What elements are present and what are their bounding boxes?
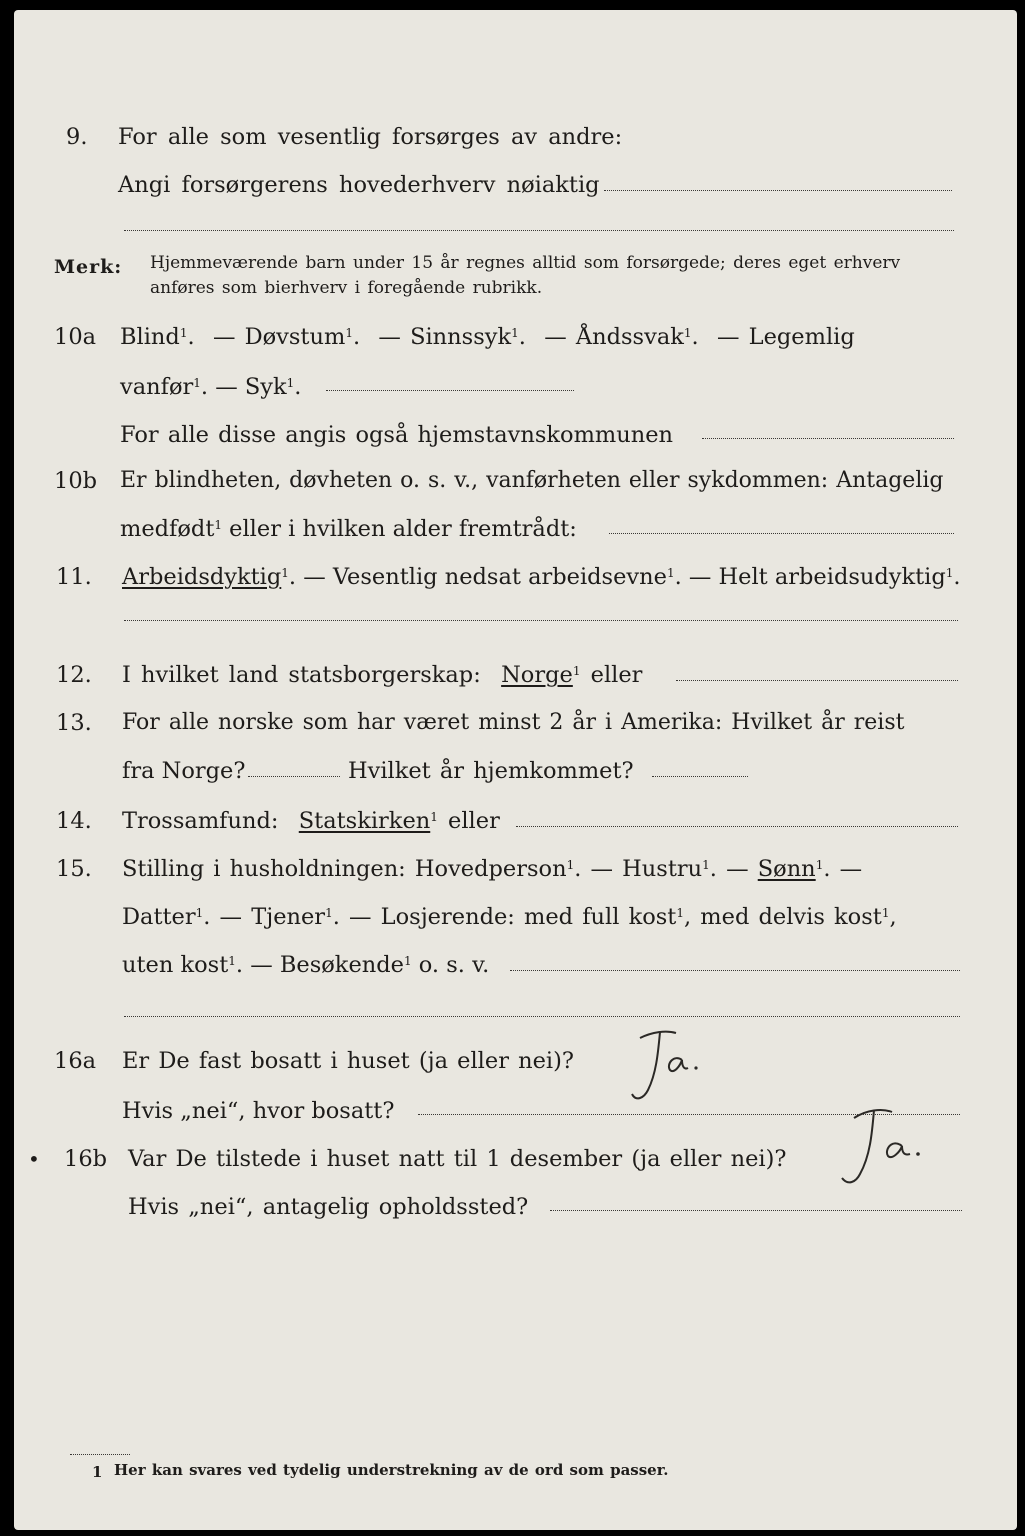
- q15-sup: 1: [228, 954, 236, 968]
- q10a-syk: — Syk: [215, 374, 287, 400]
- q15-tjener: . — Tjener: [203, 904, 326, 930]
- q10a-answer-line: [326, 390, 574, 391]
- merk-line2: anføres som bierhverv i foregående rubrikk.: [150, 278, 543, 298]
- q14-sup: 1: [430, 810, 438, 824]
- q10b-sup: 1: [214, 518, 223, 532]
- q10a-sup: 1: [683, 326, 692, 340]
- q9-answer-line-2: [124, 230, 954, 231]
- footnote-rule: [70, 1454, 130, 1455]
- q12-eller: eller: [590, 662, 643, 688]
- q11-arbeidsdyktig: Arbeidsdyktig: [122, 564, 282, 590]
- q16b-line2: Hvis „nei“, antagelig opholdssted?: [128, 1194, 529, 1220]
- q15-dash: . —: [823, 856, 863, 882]
- q15-sup: 1: [702, 858, 710, 872]
- q10a-vanfor: vanfør: [120, 374, 194, 400]
- q9-line1: For alle som vesentlig forsørges av andre:: [118, 124, 623, 150]
- q15-besokende: . — Besøkende: [235, 952, 404, 978]
- q12-lead: I hvilket land statsborgerskap:: [122, 662, 481, 688]
- q14-eller: eller: [448, 808, 500, 834]
- q16b-opholdssted-line: [550, 1210, 962, 1211]
- q10b-line1: Er blindheten, døvheten o. s. v., vanførheten eller sykdommen: Antagelig: [120, 468, 944, 493]
- merk-line1: Hjemmeværende barn under 15 år regnes alltid som forsørgede; deres eget erhverv: [150, 253, 901, 273]
- q15-line1: [122, 854, 862, 884]
- q10a-line3: For alle disse angis også hjemstavnskommunen: [120, 422, 674, 448]
- q13-number: 13.: [56, 710, 92, 736]
- ja-handwriting: [618, 1024, 708, 1114]
- q15-sup: 1: [325, 906, 333, 920]
- q11-sup: 1: [945, 566, 954, 580]
- q15-line2: Datter$^1$. — Tjener$^1$. — Losjerende: med full kost$^1$, med delvis kost$^1$,: [122, 904, 897, 930]
- q10a-sinnssyk: — Sinnssyk: [378, 324, 512, 350]
- q16b-number: 16b: [64, 1146, 108, 1172]
- q12-norge: Norge: [501, 662, 573, 688]
- q10a-legemlig: — Legemlig: [716, 324, 855, 350]
- q10a-dovstum: — Døvstum: [212, 324, 346, 350]
- q15-hustru: . — Hustru: [574, 856, 703, 882]
- q10b-line2-rest: eller i hvilken alder fremtrådt:: [229, 516, 577, 542]
- q14-lead: Trossamfund:: [122, 808, 279, 834]
- q14-number: 14.: [56, 808, 92, 834]
- q15-uten: uten kost: [122, 952, 229, 978]
- q15-sup: 1: [566, 858, 575, 872]
- q10a-andssvak: — Åndssvak: [544, 324, 684, 350]
- q11-nedsat: . — Vesentlig nedsat arbeidsevne: [288, 564, 667, 590]
- q11-answer-line: [124, 620, 958, 621]
- q13-hjemkommet-line: [652, 776, 748, 777]
- q16a-line1: Er De fast bosatt i huset (ja eller nei)?: [122, 1048, 574, 1074]
- q15-number: 15.: [56, 856, 92, 882]
- q9-number: 9.: [66, 124, 88, 150]
- q10b-number: 10b: [54, 468, 98, 494]
- q10a-line1: Blind$^1$. — Døvstum$^1$. — Sinnssyk$^1$. — Åndssvak$^1$. — Legemlig: [120, 324, 855, 350]
- q15-sup: 1: [195, 906, 204, 920]
- q12-answer-line: [676, 680, 958, 681]
- q13-line2a: fra Norge?: [122, 758, 246, 784]
- q13-line2b: Hvilket år hjemkommet?: [348, 758, 634, 784]
- q12-sup: 1: [572, 664, 581, 678]
- footnote-text: Her kan svares ved tydelig understrekning av de ord som passer.: [114, 1461, 669, 1479]
- q10a-sup: 1: [286, 376, 295, 390]
- q11-udyktig: . — Helt arbeidsudyktig: [674, 564, 946, 590]
- q15-delvis: , med delvis kost: [684, 904, 882, 930]
- q14-statskirken: Statskirken: [298, 808, 431, 834]
- q11-sup: 1: [281, 566, 289, 580]
- q15-losjerende: . — Losjerende: med full kost: [332, 904, 677, 930]
- q10a-number: 10a: [54, 324, 97, 350]
- q10a-blind: Blind: [120, 324, 180, 350]
- q15-line3: [122, 950, 489, 980]
- q13-line1: For alle norske som har været minst 2 år i Amerika: Hvilket år reist: [122, 710, 905, 735]
- q14-line: [122, 806, 500, 836]
- footnote-mark: 1: [92, 1463, 103, 1481]
- q12-line: [122, 660, 642, 690]
- q15-datter: Datter: [122, 904, 196, 930]
- q16a-handwritten-answer: [618, 1024, 708, 1114]
- q15-sup: 1: [676, 906, 684, 920]
- q9-line2: Angi forsørgerens hovederhverv nøiaktig: [118, 172, 600, 198]
- q15-answer-line-2: [124, 1016, 960, 1017]
- q12-number: 12.: [56, 662, 92, 688]
- q10a-sup: 1: [193, 376, 201, 390]
- q16b-bullet: •: [28, 1147, 40, 1171]
- q15-stilling: Stilling i husholdningen: Hovedperson: [122, 856, 567, 882]
- q16b-line1: Var De tilstede i huset natt til 1 desember (ja eller nei)?: [128, 1146, 787, 1172]
- q10a-hjemstavn-line: [702, 438, 954, 439]
- census-form-page: [14, 10, 1017, 1530]
- q15-sup: 1: [881, 906, 890, 920]
- q15-sup: 1: [815, 858, 824, 872]
- q10a-line2: vanfør$^1$. — Syk$^1$.: [120, 374, 302, 400]
- q15-answer-line: [510, 970, 960, 971]
- q11-line: Arbeidsdyktig$^1$. — Vesentlig nedsat arbeidsevne$^1$. — Helt arbeidsudyktig$^1$.: [122, 564, 961, 590]
- q15-sonn: Sønn: [757, 856, 816, 882]
- q10a-sup: 1: [511, 326, 519, 340]
- q14-answer-line: [516, 826, 958, 827]
- q15-osv: o. s. v.: [418, 952, 490, 978]
- q16a-number: 16a: [54, 1048, 97, 1074]
- q11-number: 11.: [56, 564, 92, 590]
- q15-sep: . —: [709, 856, 749, 882]
- q16b-handwritten-answer: [826, 1104, 936, 1204]
- q10b-answer-line: [609, 533, 954, 534]
- ja-handwriting: [826, 1104, 936, 1204]
- q9-answer-line: [604, 190, 952, 191]
- merk-label: Merk:: [54, 256, 123, 278]
- q11-sup: 1: [666, 566, 675, 580]
- q10b-medfodt: medfødt: [120, 516, 215, 542]
- q10a-sup: 1: [179, 326, 188, 340]
- q10b-line2: [120, 514, 577, 544]
- q10a-sup: 1: [345, 326, 353, 340]
- q16a-line2: Hvis „nei“, hvor bosatt?: [122, 1098, 395, 1124]
- q13-reist-line: [248, 776, 340, 777]
- q15-sup: 1: [403, 954, 412, 968]
